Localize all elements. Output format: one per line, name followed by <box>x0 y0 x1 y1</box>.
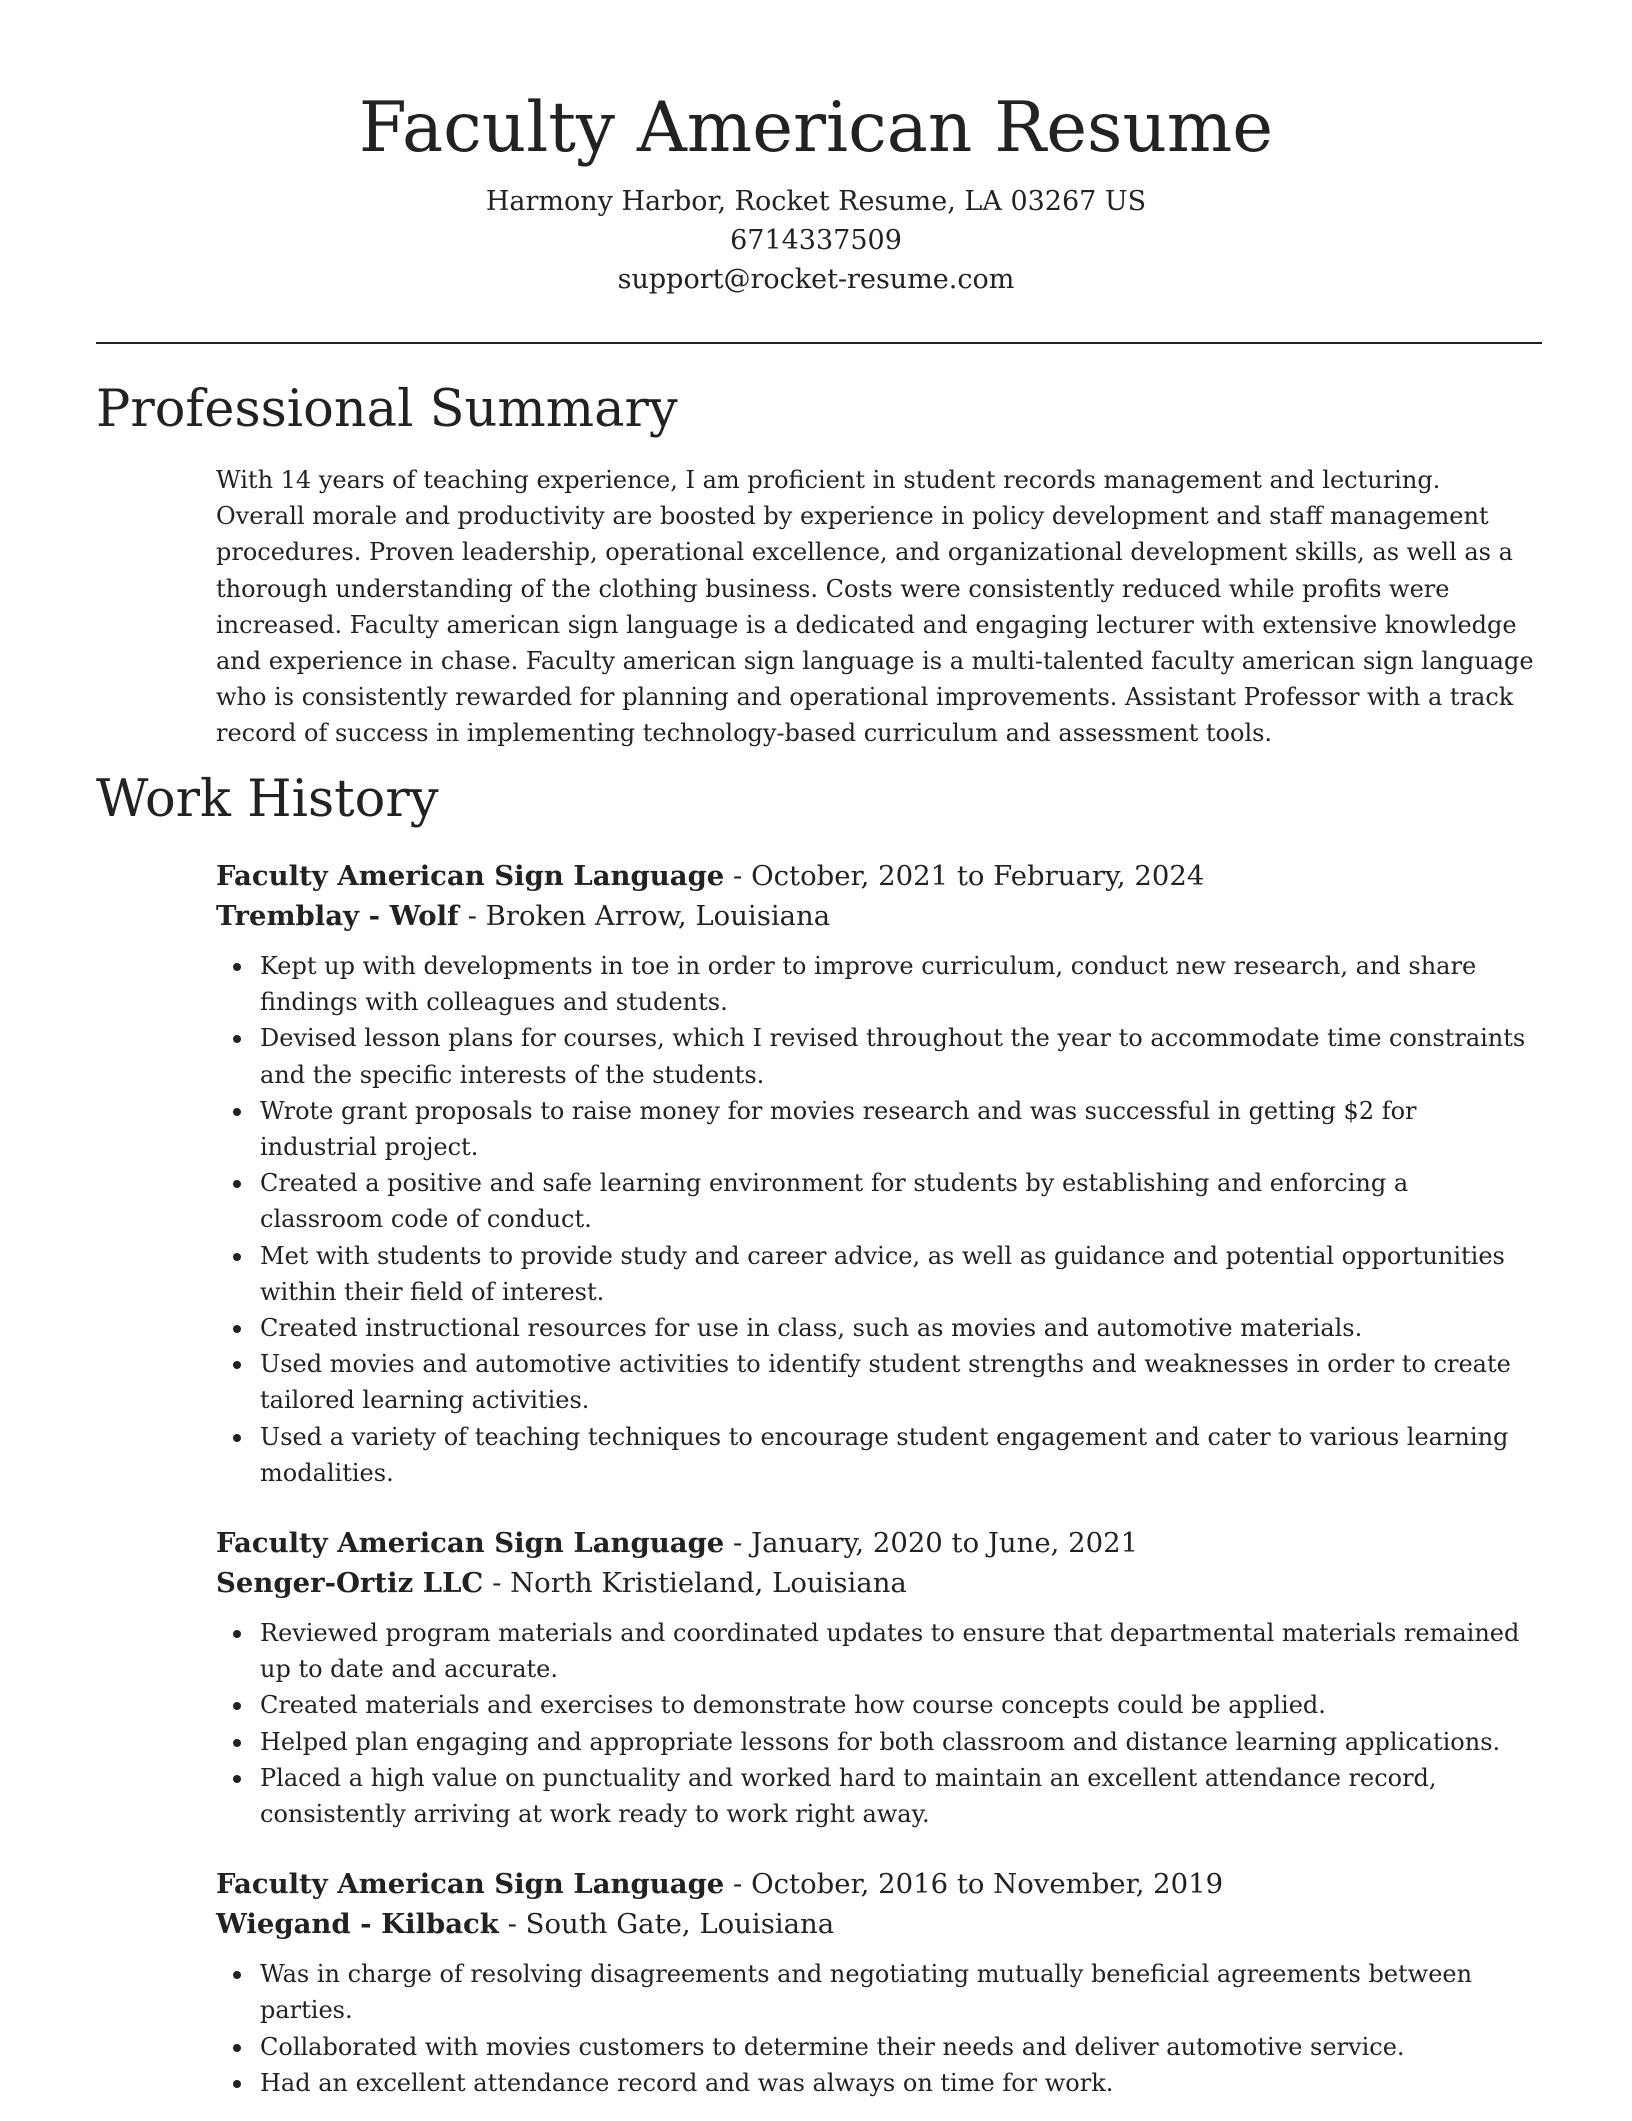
work-history-list <box>216 856 1534 2121</box>
bullet-item: Wrote grant proposals to raise money for movies research and was successful in getting $2 for industrial project. <box>260 1093 1534 1165</box>
job-title-line <box>216 856 1534 896</box>
header-divider <box>96 342 1542 344</box>
contact-email: support@rocket-resume.com <box>617 264 1015 295</box>
contact-address: Harmony Harbor, Rocket Resume, LA 03267 US <box>485 186 1147 217</box>
job-bullets <box>216 948 1534 1491</box>
job-entry <box>216 856 1534 1491</box>
job-title-line <box>216 1523 1534 1563</box>
bullet-item: Reviewed program materials and coordinated updates to ensure that departmental materials remained up to date and accurate. <box>260 1615 1534 1687</box>
bullet-item: Had an excellent attendance record and was always on time for work. <box>260 2065 1534 2101</box>
bullet-item: Collaborated with movies customers to determine their needs and deliver automotive service. <box>260 2029 1534 2065</box>
resume-header <box>0 0 1632 299</box>
bullet-item: Was in charge of resolving disagreements and negotiating mutually beneficial agreements between parties. <box>260 1956 1534 2028</box>
bullet-item: Used a variety of teaching techniques to encourage student engagement and cater to various learning modalities. <box>260 1419 1534 1491</box>
job-bullets <box>216 1956 1534 2101</box>
job-title: Faculty American Sign Language <box>216 860 725 892</box>
contact-info <box>0 182 1632 299</box>
job-company-line <box>216 1563 1534 1603</box>
bullet-item: Kept up with developments in toe in order to improve curriculum, conduct new research, and share findings with colleagues and students. <box>260 948 1534 1020</box>
bullet-item: Devised lesson plans for courses, which I revised throughout the year to accommodate time constraints and the specific interests of the students. <box>260 1020 1534 1092</box>
bullet-item: Placed a high value on punctuality and worked hard to maintain an excellent attendance record, consistently arriving at work ready to work right away. <box>260 1760 1534 1832</box>
job-entry <box>216 1523 1534 1832</box>
job-company: Tremblay - Wolf <box>216 900 459 932</box>
bullet-item: Helped plan engaging and appropriate lessons for both classroom and distance learning applications. <box>260 1724 1534 1760</box>
bullet-item: Used movies and automotive activities to identify student strengths and weaknesses in order to create tailored learning activities. <box>260 1346 1534 1418</box>
job-title: Faculty American Sign Language <box>216 1527 725 1560</box>
contact-phone: 6714337509 <box>730 225 902 256</box>
job-bullets <box>216 1615 1534 1832</box>
bullet-item: Created a positive and safe learning environment for students by establishing and enforcing a classroom code of conduct. <box>260 1165 1534 1237</box>
job-dates: - October, 2016 to November, 2019 <box>724 1868 1224 1901</box>
job-company: Wiegand - Kilback <box>216 1908 499 1941</box>
job-location: - North Kristieland, Louisiana <box>483 1567 907 1600</box>
work-history-heading: Work History <box>96 770 439 829</box>
job-location: - South Gate, Louisiana <box>498 1908 835 1941</box>
job-company-line <box>216 1904 1534 1944</box>
bullet-item: Created materials and exercises to demonstrate how course concepts could be applied. <box>260 1687 1534 1723</box>
job-title: Faculty American Sign Language <box>216 1868 725 1901</box>
job-company-line <box>216 896 1534 936</box>
summary-heading: Professional Summary <box>96 380 678 439</box>
job-dates: - January, 2020 to June, 2021 <box>724 1527 1139 1560</box>
job-company: Senger-Ortiz LLC <box>216 1567 484 1600</box>
resume-name: Faculty American Resume <box>358 88 1274 168</box>
summary-text: With 14 years of teaching experience, I am proficient in student records management and lecturing. Overall morale and productivity are boosted by experience in policy development and staff management procedures. Proven leadership, operational excellence, and organizational development skills, as well as a thorough understanding of the clothing business. Costs were consistently reduced while profits were increased. Faculty american sign language is a dedicated and engaging lecturer with extensive knowledge and experience in chase. Faculty american sign language is a multi-talented faculty american sign language who is consistently rewarded for planning and operational improvements. Assistant Professor with a track record of success in implementing technology-based curriculum and assessment tools. <box>216 466 1534 748</box>
bullet-item: Created instructional resources for use in class, such as movies and automotive materials. <box>260 1310 1534 1346</box>
job-entry <box>216 1864 1534 2101</box>
job-location: - Broken Arrow, Louisiana <box>458 900 831 932</box>
job-dates: - October, 2021 to February, 2024 <box>724 860 1205 892</box>
job-title-line <box>216 1864 1534 1904</box>
bullet-item: Met with students to provide study and career advice, as well as guidance and potential opportunities within their field of interest. <box>260 1238 1534 1310</box>
